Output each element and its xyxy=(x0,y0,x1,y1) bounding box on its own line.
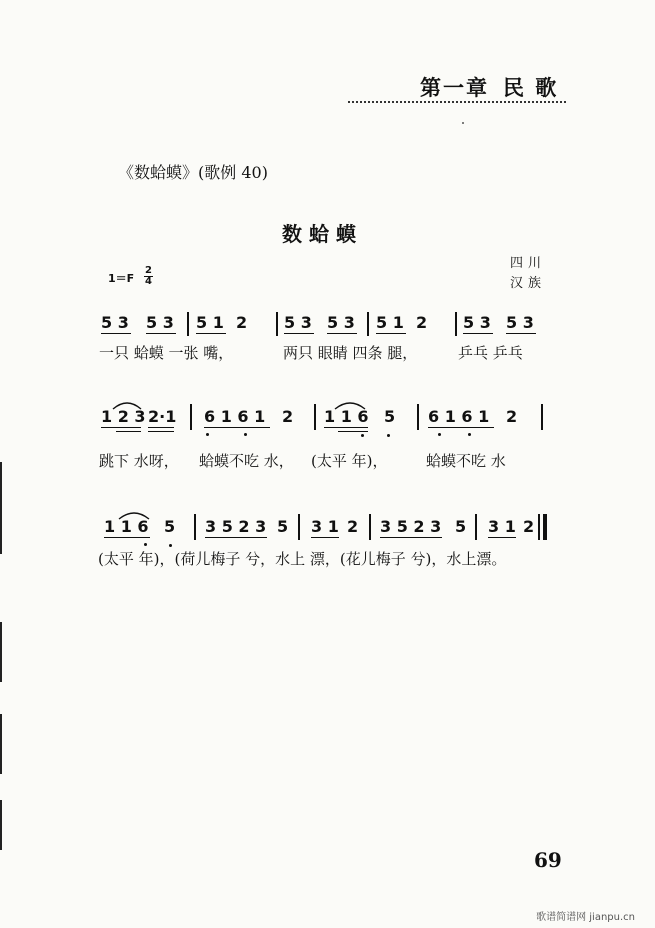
chapter-header xyxy=(420,72,558,102)
note-group: 3 5 2 3 xyxy=(380,517,442,536)
song-title: 数蛤蟆 xyxy=(282,222,363,246)
double-beam-underline xyxy=(338,431,368,432)
song-example-caption: 《数蛤蟆》(歌例 40) xyxy=(118,163,268,182)
note-group: 6 1 6 1 xyxy=(204,407,266,426)
header-dotted-rule xyxy=(348,101,566,103)
key-signature xyxy=(108,265,152,287)
note-group: 5 3 xyxy=(463,313,491,332)
note-group: 5 3 xyxy=(327,313,355,332)
note-group: 2 xyxy=(523,517,535,536)
note-group: 5 3 xyxy=(284,313,312,332)
double-beam-underline xyxy=(116,431,141,432)
scan-edge-bar xyxy=(0,462,2,554)
bar-line xyxy=(417,404,419,430)
low-octave-dot xyxy=(206,433,209,436)
lyric-line: 跳下 水呀， xyxy=(99,452,179,470)
beam-underline xyxy=(148,427,174,428)
low-octave-dot xyxy=(438,433,441,436)
beam-underline xyxy=(506,333,536,334)
bar-line xyxy=(367,312,369,336)
slur-arc xyxy=(112,400,142,410)
bar-line xyxy=(276,312,278,336)
note-group: 3 1 xyxy=(488,517,516,536)
note-group: 1 1 6 xyxy=(104,517,149,536)
lyric-line: (太平 年)， xyxy=(311,452,388,470)
lyric-line: 蛤蟆不吃 水， xyxy=(199,452,294,470)
double-beam-underline xyxy=(148,431,174,432)
lyric-line: 蛤蟆不吃 水 xyxy=(426,452,506,470)
scan-edge-bar xyxy=(0,714,2,774)
song-ethnicity: 汉族 xyxy=(510,276,547,291)
page-number: 69 xyxy=(534,848,562,872)
note-group: 5 xyxy=(384,407,396,426)
note-group: 5 3 xyxy=(506,313,534,332)
note-group: 5 xyxy=(455,517,467,536)
lyric-line: (太平 年)，(荷儿梅子 兮，水上 漂，(花儿梅子 兮)，水上漂。 xyxy=(98,550,507,568)
note-group: 2·1 xyxy=(148,407,177,426)
low-octave-dot xyxy=(387,434,390,437)
bar-line xyxy=(369,514,371,540)
beam-underline xyxy=(428,427,494,428)
beam-underline xyxy=(463,333,493,334)
note-group: 5 xyxy=(277,517,289,536)
lyric-line: 两只 眼睛 四条 腿， xyxy=(283,344,418,362)
low-octave-dot xyxy=(361,434,364,437)
lyric-line: 乒乓 乒乓 xyxy=(458,344,523,362)
note-group: 5 3 xyxy=(101,313,129,332)
bar-line xyxy=(314,404,316,430)
key-label: 1＝F xyxy=(108,272,135,285)
beam-underline xyxy=(284,333,314,334)
note-group: 1 2 3 xyxy=(101,407,146,426)
note-group: 5 1 xyxy=(196,313,224,332)
low-octave-dot xyxy=(468,433,471,436)
note-group: 2 xyxy=(416,313,428,332)
lyric-line: 一只 蛤蟆 一张 嘴， xyxy=(99,344,234,362)
time-denominator: 4 xyxy=(145,276,152,287)
bar-line xyxy=(190,404,192,430)
final-bar-line xyxy=(538,514,540,540)
scan-edge-bar xyxy=(0,622,2,682)
site-watermark: 歌谱简谱网 jianpu.cn xyxy=(536,912,635,923)
beam-underline xyxy=(104,537,150,538)
note-group: 2 xyxy=(236,313,248,332)
bar-line xyxy=(187,312,189,336)
note-group: 6 1 6 1 xyxy=(428,407,490,426)
chapter-title: 民 歌 xyxy=(503,75,559,100)
beam-underline xyxy=(146,333,176,334)
note-group: 5 1 xyxy=(376,313,404,332)
time-numerator: 2 xyxy=(145,265,152,276)
beam-underline xyxy=(311,537,339,538)
bar-line xyxy=(541,404,543,430)
beam-underline xyxy=(204,427,270,428)
beam-underline xyxy=(101,333,131,334)
beam-underline xyxy=(196,333,226,334)
chapter-number: 第一章 xyxy=(420,75,489,100)
slur-arc xyxy=(118,510,150,520)
note-group: 5 3 xyxy=(146,313,174,332)
note-group: 5 xyxy=(164,517,176,536)
bar-line xyxy=(475,514,477,540)
slur-arc xyxy=(334,400,366,410)
bar-line xyxy=(298,514,300,540)
time-signature xyxy=(144,266,153,287)
low-octave-dot xyxy=(169,544,172,547)
note-group: 3 1 xyxy=(311,517,339,536)
low-octave-dot xyxy=(144,543,147,546)
bar-line xyxy=(455,312,457,336)
scan-edge-bar xyxy=(0,800,2,850)
song-region: 四川 xyxy=(510,256,547,271)
note-group: 1 1 6 xyxy=(324,407,369,426)
beam-underline xyxy=(205,537,267,538)
final-bar-line xyxy=(543,514,547,540)
note-group: 2 xyxy=(282,407,294,426)
beam-underline xyxy=(380,537,442,538)
note-group: 2 xyxy=(347,517,359,536)
beam-underline xyxy=(324,427,368,428)
beam-underline xyxy=(376,333,406,334)
note-group: 2 xyxy=(506,407,518,426)
bar-line xyxy=(194,514,196,540)
low-octave-dot xyxy=(244,433,247,436)
beam-underline xyxy=(327,333,357,334)
note-group: 3 5 2 3 xyxy=(205,517,267,536)
beam-underline xyxy=(488,537,516,538)
beam-underline xyxy=(101,427,141,428)
scan-speck xyxy=(462,122,464,124)
